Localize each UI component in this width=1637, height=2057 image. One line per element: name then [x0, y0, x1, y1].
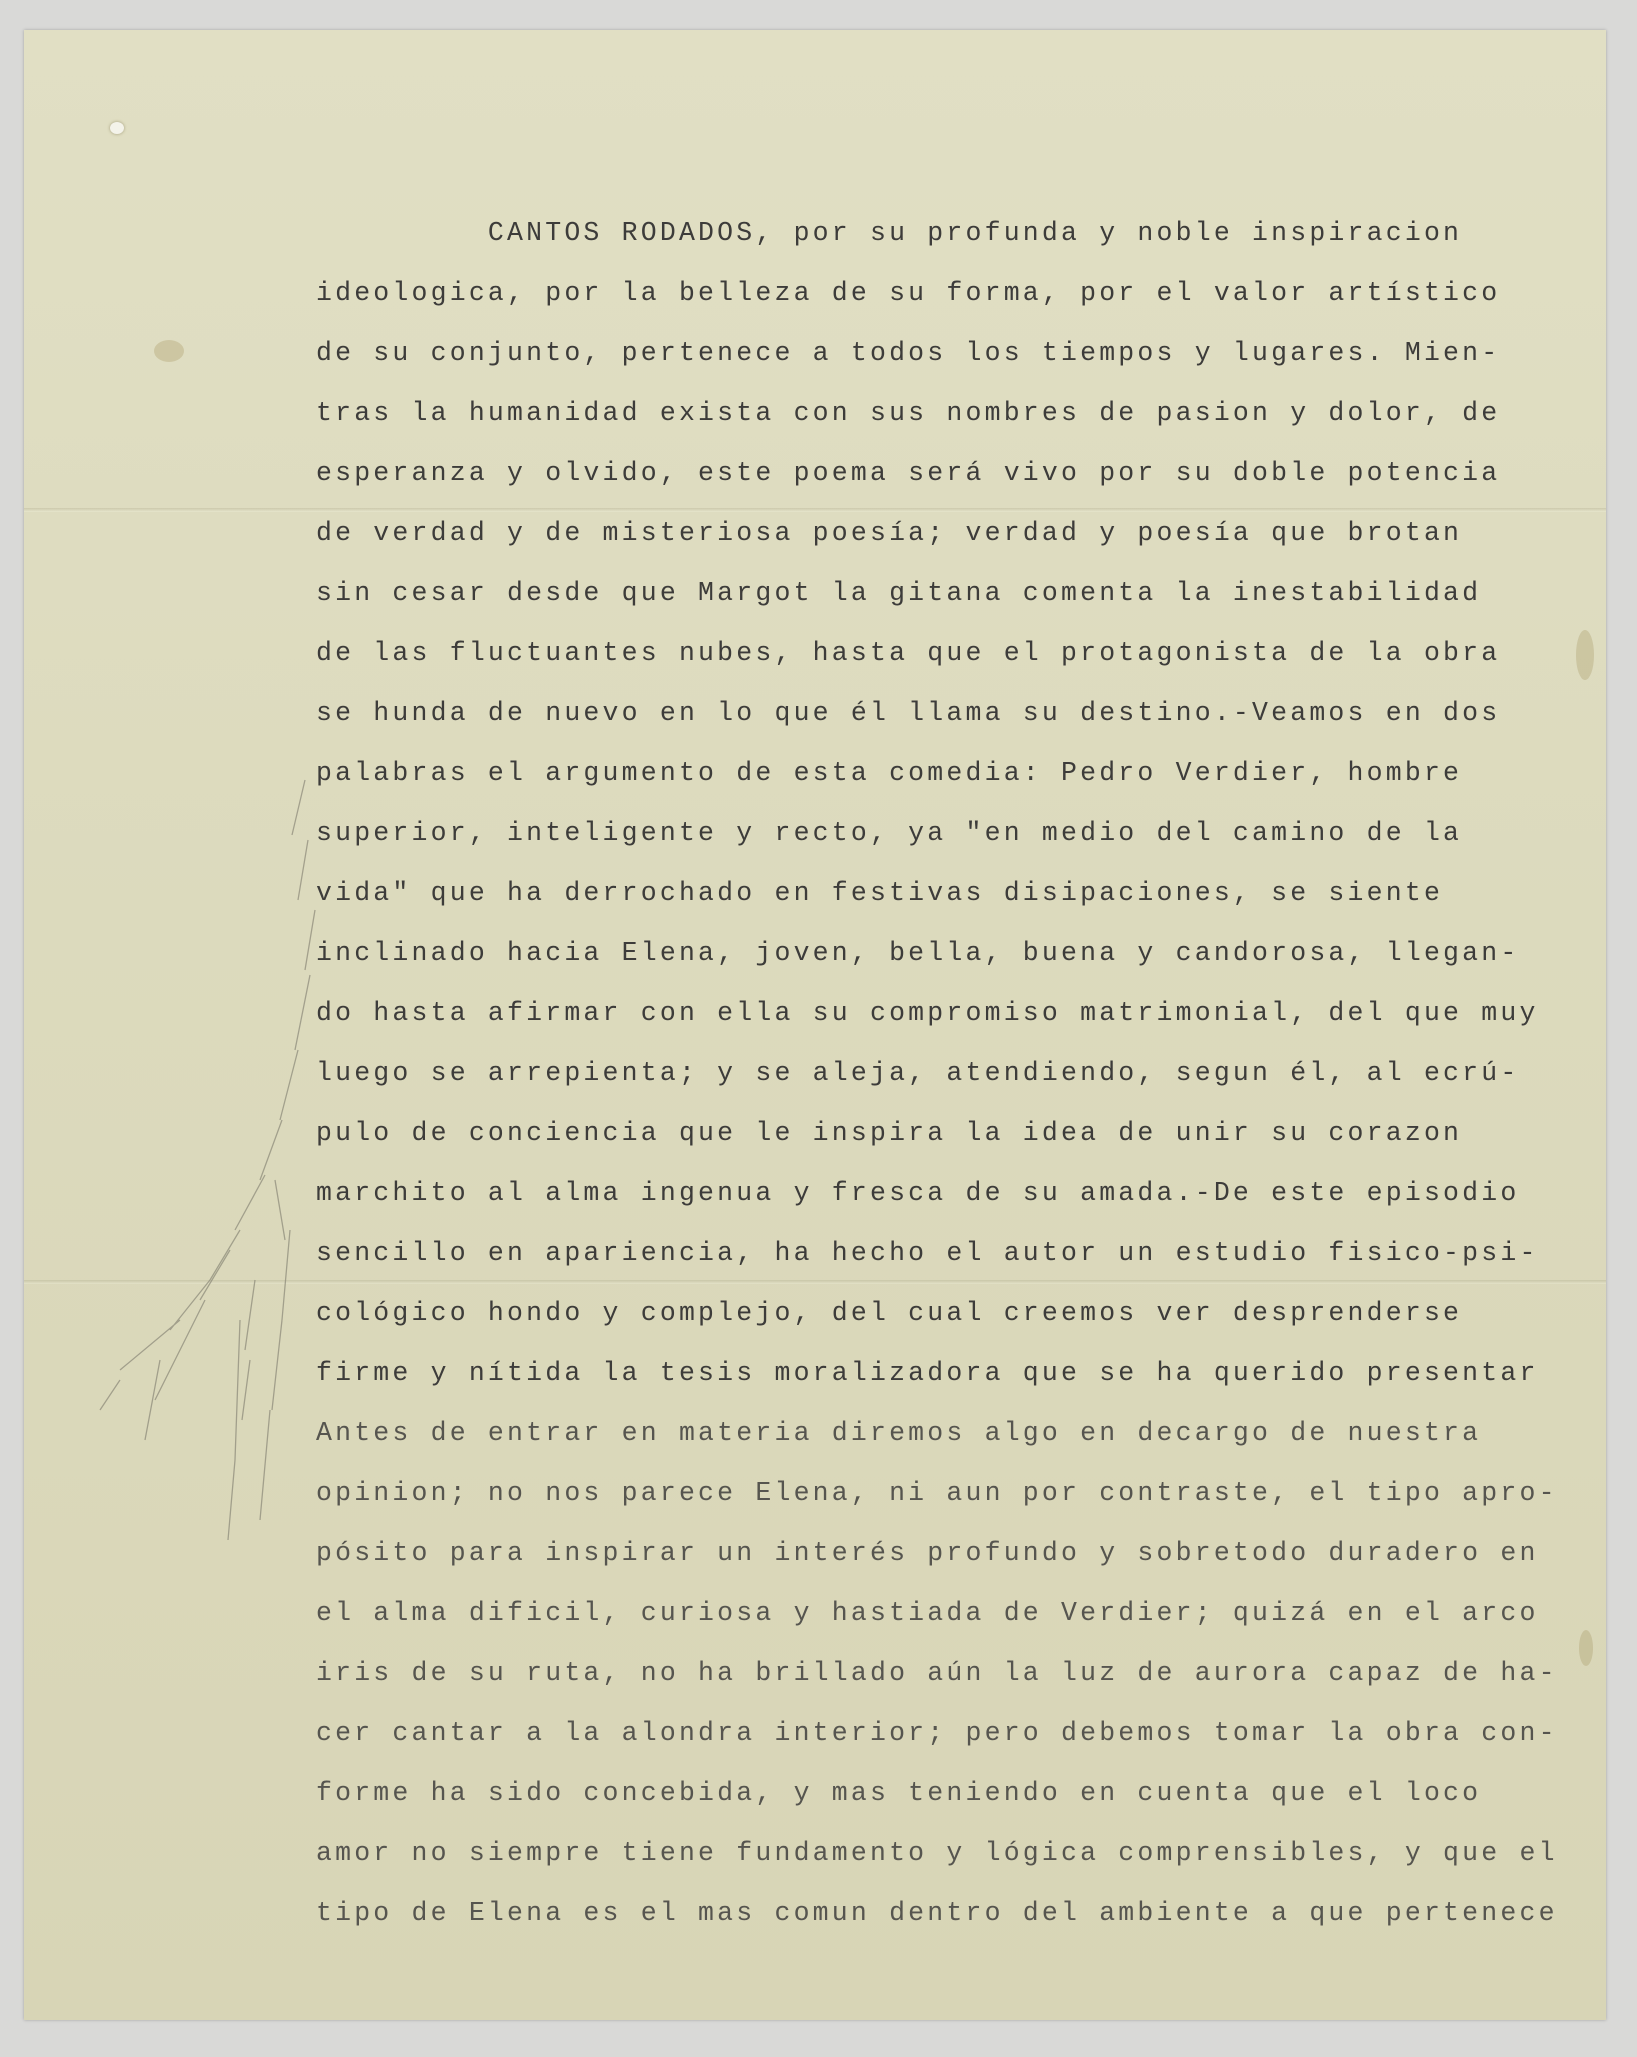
- paper-stain: [154, 340, 184, 362]
- text-line: opinion; no nos parece Elena, ni aun por contraste, el tipo apro-: [316, 1478, 1558, 1508]
- text-line: inclinado hacia Elena, joven, bella, buena y candorosa, llegan-: [316, 938, 1520, 968]
- text-line: ideologica, por la belleza de su forma, por el valor artístico: [316, 278, 1501, 308]
- text-line: de su conjunto, pertenece a todos los tiempos y lugares. Mien-: [316, 338, 1501, 368]
- text-line: de las fluctuantes nubes, hasta que el protagonista de la obra: [316, 638, 1501, 668]
- text-line: palabras el argumento de esta comedia: Pedro Verdier, hombre: [316, 758, 1463, 788]
- typewritten-text: [316, 203, 1558, 1943]
- text-line: vida" que ha derrochado en festivas disipaciones, se siente: [316, 878, 1444, 908]
- text-line: esperanza y olvido, este poema será vivo por su doble potencia: [316, 458, 1501, 488]
- text-line: firme y nítida la tesis moralizadora que se ha querido presentar: [316, 1358, 1539, 1388]
- text-line: se hunda de nuevo en lo que él llama su destino.-Veamos en dos: [316, 698, 1501, 728]
- punch-hole-mark: [110, 122, 124, 134]
- pencil-margin-marks: [60, 760, 360, 1580]
- text-line: cológico hondo y complejo, del cual creemos ver desprenderse: [316, 1298, 1463, 1328]
- text-line: pósito para inspirar un interés profundo y sobretodo duradero en: [316, 1538, 1539, 1568]
- text-line: tras la humanidad exista con sus nombres de pasion y dolor, de: [316, 398, 1501, 428]
- text-line: sencillo en apariencia, ha hecho el autor un estudio fisico-psi-: [316, 1238, 1539, 1268]
- text-line: el alma dificil, curiosa y hastiada de Verdier; quizá en el arco: [316, 1598, 1539, 1628]
- text-line: cer cantar a la alondra interior; pero debemos tomar la obra con-: [316, 1718, 1558, 1748]
- text-line: superior, inteligente y recto, ya "en medio del camino de la: [316, 818, 1463, 848]
- edge-stain: [1579, 1630, 1593, 1666]
- text-line: iris de su ruta, no ha brillado aún la luz de aurora capaz de ha-: [316, 1658, 1558, 1688]
- text-line: amor no siempre tiene fundamento y lógica comprensibles, y que el: [316, 1838, 1558, 1868]
- text-line: Antes de entrar en materia diremos algo en decargo de nuestra: [316, 1418, 1482, 1448]
- text-line: marchito al alma ingenua y fresca de su amada.-De este episodio: [316, 1178, 1520, 1208]
- text-line: do hasta afirmar con ella su compromiso matrimonial, del que muy: [316, 998, 1539, 1028]
- edge-stain: [1576, 630, 1594, 680]
- text-line: tipo de Elena es el mas comun dentro del ambiente a que pertenece: [316, 1898, 1558, 1928]
- text-line: luego se arrepienta; y se aleja, atendiendo, segun él, al ecrú-: [316, 1058, 1520, 1088]
- text-line: sin cesar desde que Margot la gitana comenta la inestabilidad: [316, 578, 1482, 608]
- text-line: forme ha sido concebida, y mas teniendo en cuenta que el loco: [316, 1778, 1482, 1808]
- text-line: de verdad y de misteriosa poesía; verdad y poesía que brotan: [316, 518, 1463, 548]
- text-line: pulo de conciencia que le inspira la idea de unir su corazon: [316, 1118, 1463, 1148]
- text-line: CANTOS RODADOS, por su profunda y noble inspiracion: [316, 218, 1463, 248]
